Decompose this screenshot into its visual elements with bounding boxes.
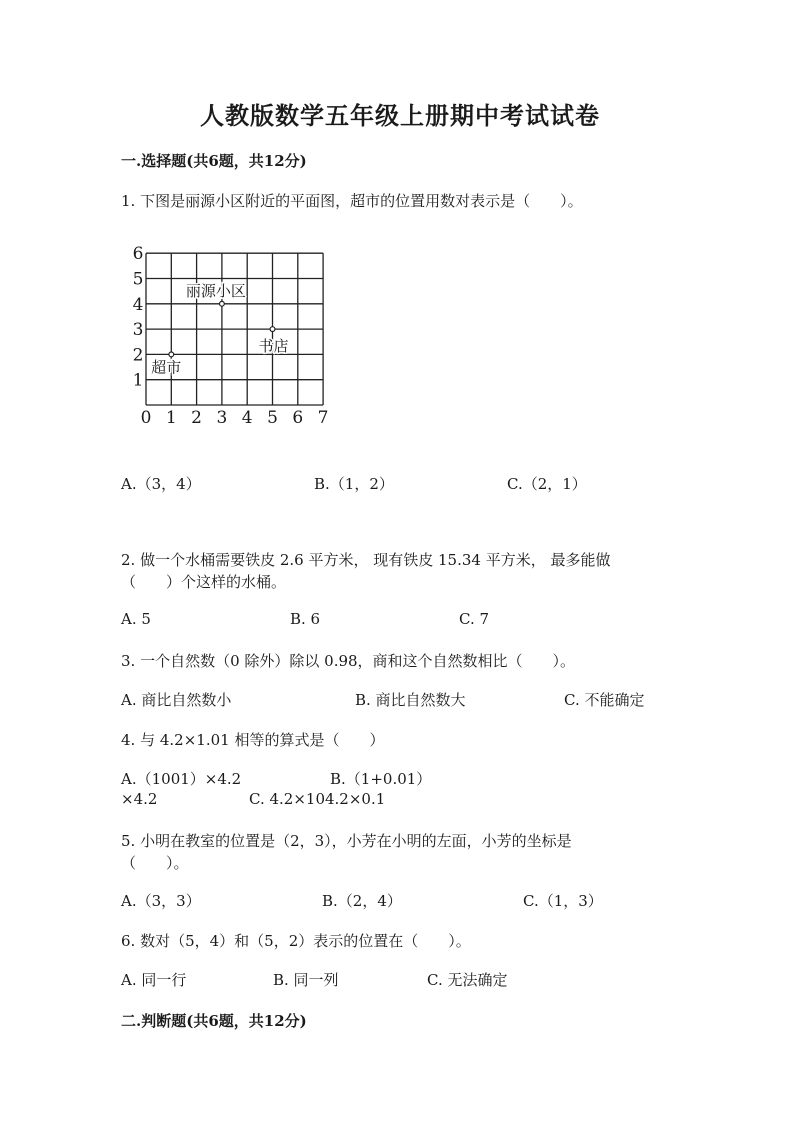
q1-option-a[interactable]: A.（3，4）	[121, 475, 201, 493]
place-point	[270, 327, 275, 332]
x-tick-label: 1	[165, 408, 177, 428]
q4-option-b[interactable]: B.（1+0.01）	[330, 770, 432, 788]
y-tick-label: 4	[132, 294, 144, 315]
q4-option-c[interactable]: C. 4.2×104.2×0.1	[249, 790, 386, 808]
question-5-line-2: （ ）。	[121, 854, 189, 872]
y-tick-label: 1	[132, 370, 144, 391]
place-label: 丽源小区	[185, 281, 246, 300]
x-tick-label: 0	[140, 408, 152, 428]
q4-option-b-continued: ×4.2	[121, 790, 158, 808]
y-tick-label: 5	[132, 269, 144, 290]
y-tick-label: 2	[132, 345, 144, 366]
y-tick-label: 6	[132, 244, 144, 265]
x-tick-label: 4	[241, 408, 253, 428]
place-point	[169, 352, 174, 357]
place-label: 书店	[258, 337, 289, 356]
q2-option-b[interactable]: B. 6	[290, 610, 321, 628]
x-tick-label: 7	[317, 408, 329, 428]
q5-option-c[interactable]: C.（1，3）	[523, 892, 603, 910]
q3-option-c[interactable]: C. 不能确定	[564, 691, 645, 709]
q2-option-c[interactable]: C. 7	[459, 610, 490, 628]
coordinate-map	[124, 240, 344, 430]
q1-option-c[interactable]: C.（2，1）	[507, 475, 587, 493]
section-heading-judgement: 二.判断题(共6题，共12分)	[121, 1012, 307, 1030]
question-4: 4. 与 4.2×1.01 相等的算式是（ ）	[121, 731, 385, 749]
question-2-line-1: 2. 做一个水桶需要铁皮 2.6 平方米， 现有铁皮 15.34 平方米， 最多能做	[121, 551, 611, 569]
question-3: 3. 一个自然数（0 除外）除以 0.98，商和这个自然数相比（ ）。	[121, 652, 576, 670]
place-point	[220, 301, 225, 306]
q6-option-b[interactable]: B. 同一列	[273, 971, 339, 989]
x-tick-label: 3	[216, 408, 228, 428]
q5-option-a[interactable]: A.（3，3）	[121, 892, 201, 910]
q1-option-b[interactable]: B.（1，2）	[314, 475, 394, 493]
q3-option-b[interactable]: B. 商比自然数大	[355, 691, 466, 709]
question-5-line-1: 5. 小明在教室的位置是（2，3），小芳在小明的左面，小芳的坐标是	[121, 832, 572, 850]
x-tick-label: 2	[191, 408, 203, 428]
q6-option-a[interactable]: A. 同一行	[121, 971, 187, 989]
q2-option-a[interactable]: A. 5	[121, 610, 151, 628]
q3-option-a[interactable]: A. 商比自然数小	[121, 691, 232, 709]
question-1: 1. 下图是丽源小区附近的平面图，超市的位置用数对表示是（ ）。	[121, 192, 583, 210]
question-6: 6. 数对（5，4）和（5，2）表示的位置在（ ）。	[121, 932, 471, 950]
x-tick-label: 5	[267, 408, 278, 428]
q5-option-b[interactable]: B.（2，4）	[322, 892, 402, 910]
question-2-line-2: （ ）个这样的水桶。	[121, 573, 287, 591]
section-heading-choice: 一.选择题(共6题，共12分)	[121, 152, 307, 170]
q6-option-c[interactable]: C. 无法确定	[427, 971, 508, 989]
y-tick-label: 3	[132, 320, 144, 341]
place-label: 超市	[151, 358, 182, 377]
x-tick-label: 6	[292, 408, 304, 428]
page-title: 人教版数学五年级上册期中考试试卷	[200, 101, 600, 130]
q4-option-a[interactable]: A.（1001）×4.2	[121, 770, 242, 788]
